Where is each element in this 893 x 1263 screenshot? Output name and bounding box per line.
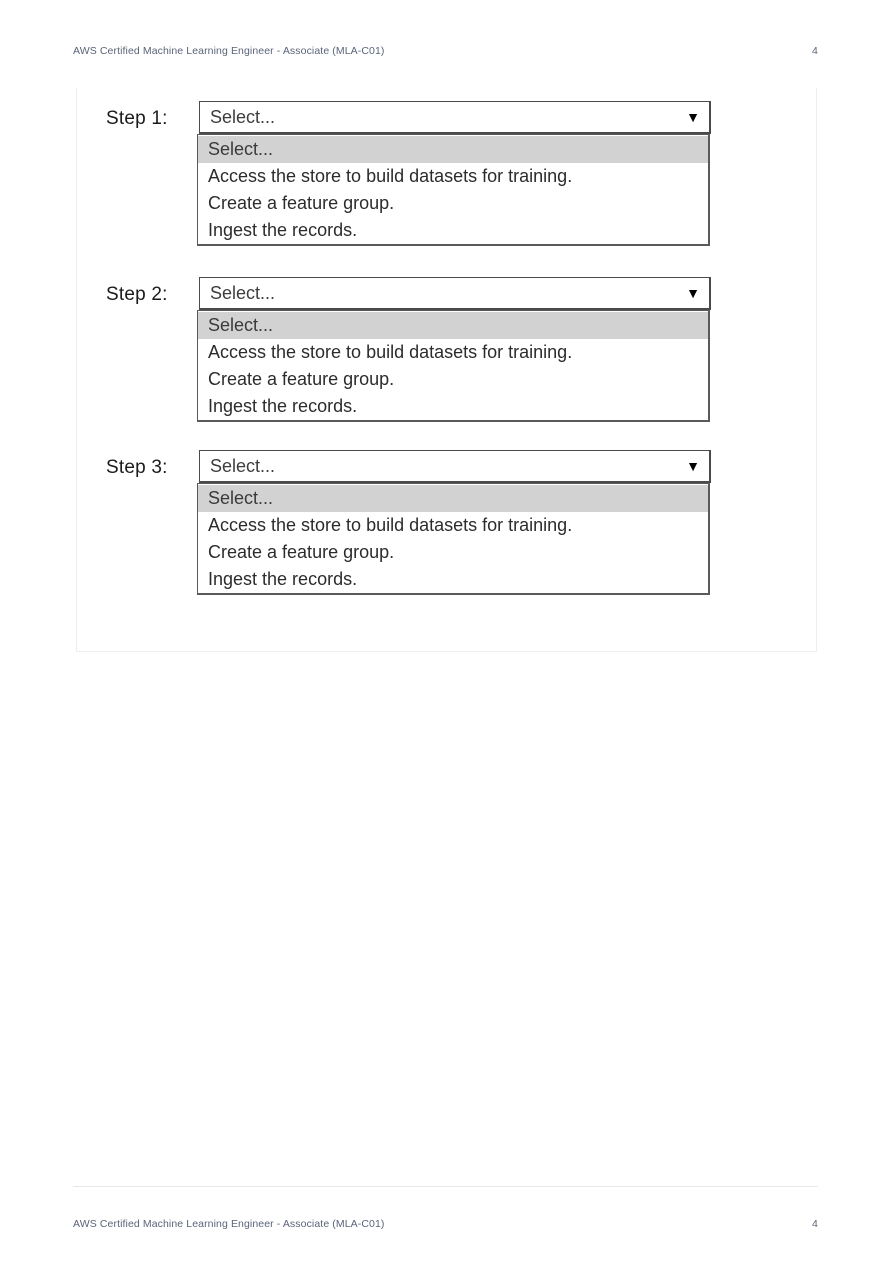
option-item[interactable]: Access the store to build datasets for training. — [198, 163, 708, 190]
option-item[interactable]: Ingest the records. — [198, 393, 708, 420]
select-box-step-2[interactable] — [199, 277, 711, 310]
running-footer-page-number: 4 — [812, 1218, 818, 1230]
select-box-step-1[interactable] — [199, 101, 711, 134]
option-item[interactable]: Create a feature group. — [198, 366, 708, 393]
option-item[interactable]: Select... — [198, 312, 708, 339]
option-item[interactable]: Access the store to build datasets for training. — [198, 339, 708, 366]
embedded-screenshot-region — [76, 88, 817, 652]
select-value-step-1: Select... — [210, 106, 276, 127]
select-value-step-3: Select... — [210, 455, 276, 476]
footer-divider — [73, 1186, 818, 1187]
option-item[interactable]: Select... — [198, 485, 708, 512]
step-label-1: Step 1: — [106, 108, 168, 129]
running-footer — [73, 1218, 818, 1230]
option-item[interactable]: Select... — [198, 136, 708, 163]
chevron-down-icon[interactable]: ▼ — [686, 458, 700, 474]
running-header-title: AWS Certified Machine Learning Engineer - Associate (MLA-C01) — [73, 45, 385, 57]
option-item[interactable]: Create a feature group. — [198, 539, 708, 566]
running-header — [73, 45, 818, 57]
option-list-step-1 — [197, 134, 710, 246]
step-label-2: Step 2: — [106, 284, 168, 305]
option-item[interactable]: Create a feature group. — [198, 190, 708, 217]
option-list-step-2 — [197, 310, 710, 422]
running-footer-title: AWS Certified Machine Learning Engineer - Associate (MLA-C01) — [73, 1218, 385, 1230]
option-list-step-3 — [197, 483, 710, 595]
step-label-3: Step 3: — [106, 457, 168, 478]
option-item[interactable]: Ingest the records. — [198, 217, 708, 244]
running-header-page-number: 4 — [812, 45, 818, 57]
chevron-down-icon[interactable]: ▼ — [686, 285, 700, 301]
option-item[interactable]: Access the store to build datasets for training. — [198, 512, 708, 539]
chevron-down-icon[interactable]: ▼ — [686, 109, 700, 125]
option-item[interactable]: Ingest the records. — [198, 566, 708, 593]
select-value-step-2: Select... — [210, 282, 276, 303]
select-box-step-3[interactable] — [199, 450, 711, 483]
